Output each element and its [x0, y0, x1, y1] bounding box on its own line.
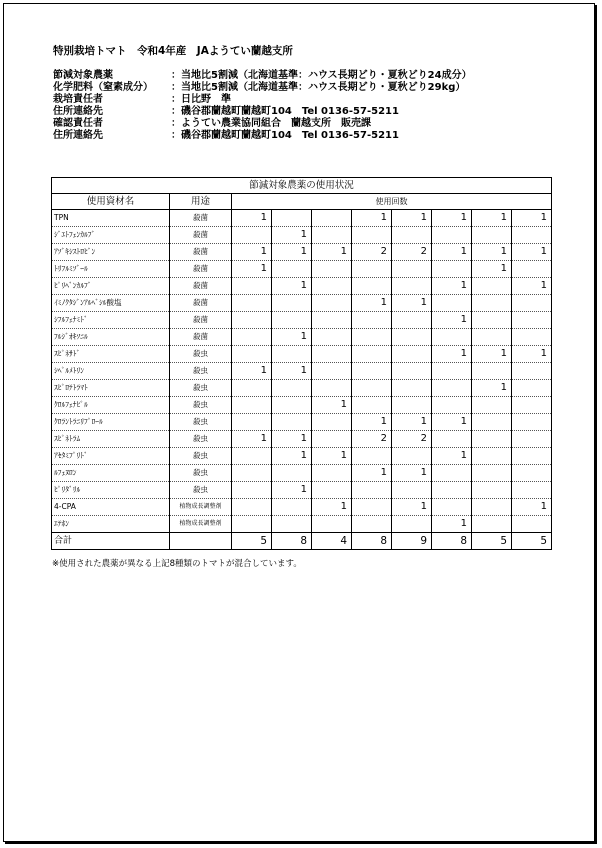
material-name-cell: 4-CPA [52, 499, 170, 516]
count-cell [432, 329, 472, 346]
column-header-name: 使用資材名 [52, 194, 170, 210]
count-cell: 1 [272, 227, 312, 244]
info-row [53, 106, 472, 118]
use-cell: 殺虫 [170, 448, 232, 465]
total-count-cell: 8 [272, 533, 312, 550]
material-name-cell: ﾋﾟﾘﾍﾞﾝｶﾙﾌﾞ [52, 278, 170, 295]
count-cell: 1 [512, 346, 552, 363]
material-name-cell: ｸﾛﾙﾌｪﾅﾋﾟﾙ [52, 397, 170, 414]
count-cell: 1 [392, 295, 432, 312]
table-row [52, 431, 552, 448]
count-cell [232, 346, 272, 363]
count-cell [392, 261, 432, 278]
info-value: ：磯谷郡蘭越町蘭越町104 Tel 0136-57-5211 [171, 106, 399, 117]
info-row [53, 130, 472, 142]
table-row [52, 499, 552, 516]
total-count-cell: 8 [432, 533, 472, 550]
count-cell [512, 295, 552, 312]
pesticide-usage-table [51, 177, 552, 550]
count-cell [472, 312, 512, 329]
count-cell [512, 380, 552, 397]
count-cell: 1 [392, 414, 432, 431]
count-cell: 1 [432, 312, 472, 329]
count-cell: 2 [392, 431, 432, 448]
use-cell: 殺虫 [170, 414, 232, 431]
count-cell [432, 380, 472, 397]
count-cell: 1 [232, 363, 272, 380]
table-row [52, 244, 552, 261]
count-cell [312, 482, 352, 499]
count-cell: 1 [512, 210, 552, 227]
count-cell [392, 516, 432, 533]
table-row [52, 397, 552, 414]
info-row [53, 118, 472, 130]
count-cell [312, 329, 352, 346]
count-cell: 1 [432, 414, 472, 431]
count-cell [232, 516, 272, 533]
material-name-cell: TPN [52, 210, 170, 227]
count-cell: 2 [352, 244, 392, 261]
count-cell: 1 [352, 210, 392, 227]
info-label: 化学肥料（窒素成分） [53, 82, 153, 93]
total-use-cell [170, 533, 232, 550]
count-cell [472, 465, 512, 482]
count-cell: 1 [272, 329, 312, 346]
count-cell [512, 414, 552, 431]
info-label: 栽培責任者 [53, 94, 103, 105]
info-value: ：ようてい農業協同組合 蘭越支所 販売課 [171, 118, 371, 129]
count-cell [272, 261, 312, 278]
count-cell [392, 278, 432, 295]
use-cell: 殺虫 [170, 482, 232, 499]
total-label: 合計 [52, 533, 170, 550]
count-cell [512, 482, 552, 499]
count-cell [392, 346, 432, 363]
count-cell: 1 [432, 346, 472, 363]
use-cell: 植物成長調整剤 [170, 499, 232, 516]
table-row [52, 380, 552, 397]
count-cell: 1 [432, 448, 472, 465]
count-cell [272, 380, 312, 397]
count-cell: 1 [272, 244, 312, 261]
use-cell: 殺菌 [170, 312, 232, 329]
info-row [53, 70, 472, 82]
count-cell: 1 [512, 244, 552, 261]
count-cell: 1 [432, 516, 472, 533]
count-cell [232, 329, 272, 346]
count-cell [312, 261, 352, 278]
table-row [52, 448, 552, 465]
count-cell [472, 227, 512, 244]
info-label: 確認責任者 [53, 118, 103, 129]
count-cell: 1 [472, 346, 512, 363]
material-name-cell: ﾋﾟﾘﾀﾞﾘﾙ [52, 482, 170, 499]
count-cell [352, 346, 392, 363]
count-cell [272, 414, 312, 431]
count-cell [352, 516, 392, 533]
count-cell [512, 329, 552, 346]
count-cell [352, 482, 392, 499]
count-cell [392, 380, 432, 397]
count-cell: 1 [312, 499, 352, 516]
count-cell [392, 363, 432, 380]
info-value: ：当地比5割減（北海道基準：ハウス長期どり・夏秋どり24成分） [171, 70, 472, 81]
count-cell [232, 465, 272, 482]
info-label: 住所連絡先 [53, 130, 103, 141]
count-cell [272, 499, 312, 516]
material-name-cell: ｽﾋﾟﾈﾄﾗﾑ [52, 431, 170, 448]
material-name-cell: ｽﾋﾟﾈｻﾄﾞ [52, 346, 170, 363]
use-cell: 殺菌 [170, 278, 232, 295]
table-row [52, 261, 552, 278]
count-cell [272, 210, 312, 227]
count-cell: 1 [392, 499, 432, 516]
total-count-cell: 5 [232, 533, 272, 550]
count-cell [512, 261, 552, 278]
count-cell [472, 295, 512, 312]
use-cell: 殺虫 [170, 363, 232, 380]
count-cell: 1 [272, 363, 312, 380]
count-cell [432, 431, 472, 448]
count-cell [232, 278, 272, 295]
count-cell: 1 [472, 210, 512, 227]
use-cell: 殺菌 [170, 261, 232, 278]
count-cell: 1 [392, 210, 432, 227]
count-cell: 1 [432, 210, 472, 227]
count-cell [432, 363, 472, 380]
info-value: ：磯谷郡蘭越町蘭越町104 Tel 0136-57-5211 [171, 130, 399, 141]
count-cell: 1 [312, 448, 352, 465]
count-cell [272, 397, 312, 414]
count-cell [312, 516, 352, 533]
table-row [52, 482, 552, 499]
count-cell: 1 [232, 431, 272, 448]
count-cell: 1 [272, 448, 312, 465]
table-row [52, 516, 552, 533]
total-count-cell: 5 [472, 533, 512, 550]
count-cell: 1 [312, 244, 352, 261]
count-cell [472, 278, 512, 295]
count-cell: 1 [232, 261, 272, 278]
count-cell [272, 295, 312, 312]
count-cell [272, 312, 312, 329]
count-cell [312, 295, 352, 312]
count-cell: 1 [432, 244, 472, 261]
count-cell: 1 [232, 244, 272, 261]
use-cell: 殺菌 [170, 295, 232, 312]
count-cell [352, 227, 392, 244]
count-cell [312, 346, 352, 363]
use-cell: 殺虫 [170, 431, 232, 448]
count-cell [392, 227, 432, 244]
count-cell [232, 380, 272, 397]
count-cell [232, 482, 272, 499]
count-cell [312, 414, 352, 431]
count-cell [272, 465, 312, 482]
count-cell: 1 [272, 431, 312, 448]
count-cell [352, 312, 392, 329]
count-cell: 1 [472, 261, 512, 278]
count-cell [472, 499, 512, 516]
count-cell [352, 363, 392, 380]
count-cell [352, 329, 392, 346]
material-name-cell: ｱｿﾞｷｼｽﾄﾛﾋﾞﾝ [52, 244, 170, 261]
document-title: 特別栽培トマト 令和4年産 JAようてい蘭越支所 [53, 45, 293, 57]
count-cell [472, 482, 512, 499]
count-cell [512, 397, 552, 414]
count-cell [392, 397, 432, 414]
use-cell: 殺菌 [170, 329, 232, 346]
count-cell [432, 465, 472, 482]
total-count-cell: 8 [352, 533, 392, 550]
material-name-cell: ｸﾛﾗﾝﾄﾗﾆﾘﾌﾟﾛｰﾙ [52, 414, 170, 431]
count-cell [232, 448, 272, 465]
count-cell: 2 [392, 244, 432, 261]
count-cell [472, 448, 512, 465]
table-row [52, 363, 552, 380]
count-cell: 2 [352, 431, 392, 448]
count-cell [432, 295, 472, 312]
info-label: 節減対象農薬 [53, 70, 113, 81]
info-value: ：当地比5割減（北海道基準：ハウス長期どり・夏秋どり29kg） [171, 82, 466, 93]
total-row [52, 533, 552, 550]
table-row [52, 329, 552, 346]
count-cell [512, 465, 552, 482]
count-cell [432, 397, 472, 414]
count-cell [312, 465, 352, 482]
count-cell [232, 295, 272, 312]
count-cell [512, 516, 552, 533]
table-row [52, 346, 552, 363]
use-cell: 殺菌 [170, 244, 232, 261]
count-cell [232, 499, 272, 516]
count-cell [312, 278, 352, 295]
table-row [52, 295, 552, 312]
material-name-cell: ｼﾞｴﾄﾌｪﾝｶﾙﾌﾞ [52, 227, 170, 244]
table-row [52, 210, 552, 227]
table-caption: 節減対象農薬の使用状況 [52, 178, 552, 194]
table-row [52, 278, 552, 295]
count-cell [432, 499, 472, 516]
use-cell: 殺虫 [170, 346, 232, 363]
count-cell [512, 312, 552, 329]
count-cell [512, 363, 552, 380]
count-cell [232, 227, 272, 244]
count-cell [472, 363, 512, 380]
count-cell [352, 380, 392, 397]
count-cell: 1 [352, 295, 392, 312]
count-cell: 1 [432, 278, 472, 295]
column-header-use: 用途 [170, 194, 232, 210]
table-row [52, 414, 552, 431]
count-cell [232, 312, 272, 329]
info-value: ：日比野 準 [171, 94, 231, 105]
count-cell [392, 329, 432, 346]
count-cell [512, 227, 552, 244]
count-cell [472, 414, 512, 431]
count-cell [272, 346, 312, 363]
count-cell [272, 516, 312, 533]
material-name-cell: ｼﾌﾙﾌｪﾅﾐﾄﾞ [52, 312, 170, 329]
column-header-count: 使用回数 [232, 194, 552, 210]
material-name-cell: ｼﾍﾟﾙﾒﾄﾘﾝ [52, 363, 170, 380]
use-cell: 殺菌 [170, 227, 232, 244]
table-row [52, 227, 552, 244]
count-cell [312, 312, 352, 329]
count-cell: 1 [272, 278, 312, 295]
count-cell [472, 397, 512, 414]
total-count-cell: 5 [512, 533, 552, 550]
count-cell: 1 [352, 465, 392, 482]
count-cell [472, 329, 512, 346]
footnote: ※使用された農薬が異なる上記8種類のトマトが混合しています。 [52, 559, 302, 569]
count-cell [312, 431, 352, 448]
count-cell: 1 [512, 499, 552, 516]
material-name-cell: ｴﾃﾎﾝ [52, 516, 170, 533]
count-cell: 1 [312, 397, 352, 414]
count-cell [472, 516, 512, 533]
count-cell [312, 363, 352, 380]
use-cell: 植物成長調整剤 [170, 516, 232, 533]
count-cell [432, 227, 472, 244]
count-cell [352, 261, 392, 278]
count-cell [232, 397, 272, 414]
count-cell [352, 278, 392, 295]
table-row [52, 465, 552, 482]
use-cell: 殺菌 [170, 210, 232, 227]
count-cell [232, 414, 272, 431]
info-block [53, 70, 472, 142]
count-cell: 1 [272, 482, 312, 499]
count-cell [392, 312, 432, 329]
table-row [52, 312, 552, 329]
count-cell: 1 [472, 380, 512, 397]
total-count-cell: 9 [392, 533, 432, 550]
count-cell: 1 [232, 210, 272, 227]
material-name-cell: ｲﾐﾉｸﾀｼﾞﾝｱﾙﾍﾞｼﾙ酸塩 [52, 295, 170, 312]
count-cell: 1 [352, 414, 392, 431]
use-cell: 殺虫 [170, 380, 232, 397]
material-name-cell: ｱｾﾀﾐﾌﾟﾘﾄﾞ [52, 448, 170, 465]
count-cell [472, 431, 512, 448]
material-name-cell: ﾙﾌｪﾇﾛﾝ [52, 465, 170, 482]
info-row [53, 82, 472, 94]
material-name-cell: ﾌﾙｼﾞｵｷｿﾆﾙ [52, 329, 170, 346]
info-row [53, 94, 472, 106]
count-cell [352, 499, 392, 516]
count-cell [432, 482, 472, 499]
count-cell: 1 [472, 244, 512, 261]
use-cell: 殺虫 [170, 465, 232, 482]
material-name-cell: ｽﾋﾟﾛﾃﾄﾗﾏﾄ [52, 380, 170, 397]
count-cell [312, 227, 352, 244]
count-cell [512, 448, 552, 465]
count-cell: 1 [512, 278, 552, 295]
count-cell [432, 261, 472, 278]
count-cell [392, 482, 432, 499]
count-cell: 1 [392, 465, 432, 482]
count-cell [512, 431, 552, 448]
count-cell [352, 448, 392, 465]
count-cell [352, 397, 392, 414]
use-cell: 殺虫 [170, 397, 232, 414]
count-cell [312, 380, 352, 397]
material-name-cell: ﾄﾘﾌﾙﾐｿﾞｰﾙ [52, 261, 170, 278]
info-label: 住所連絡先 [53, 106, 103, 117]
count-cell [312, 210, 352, 227]
total-count-cell: 4 [312, 533, 352, 550]
count-cell [392, 448, 432, 465]
